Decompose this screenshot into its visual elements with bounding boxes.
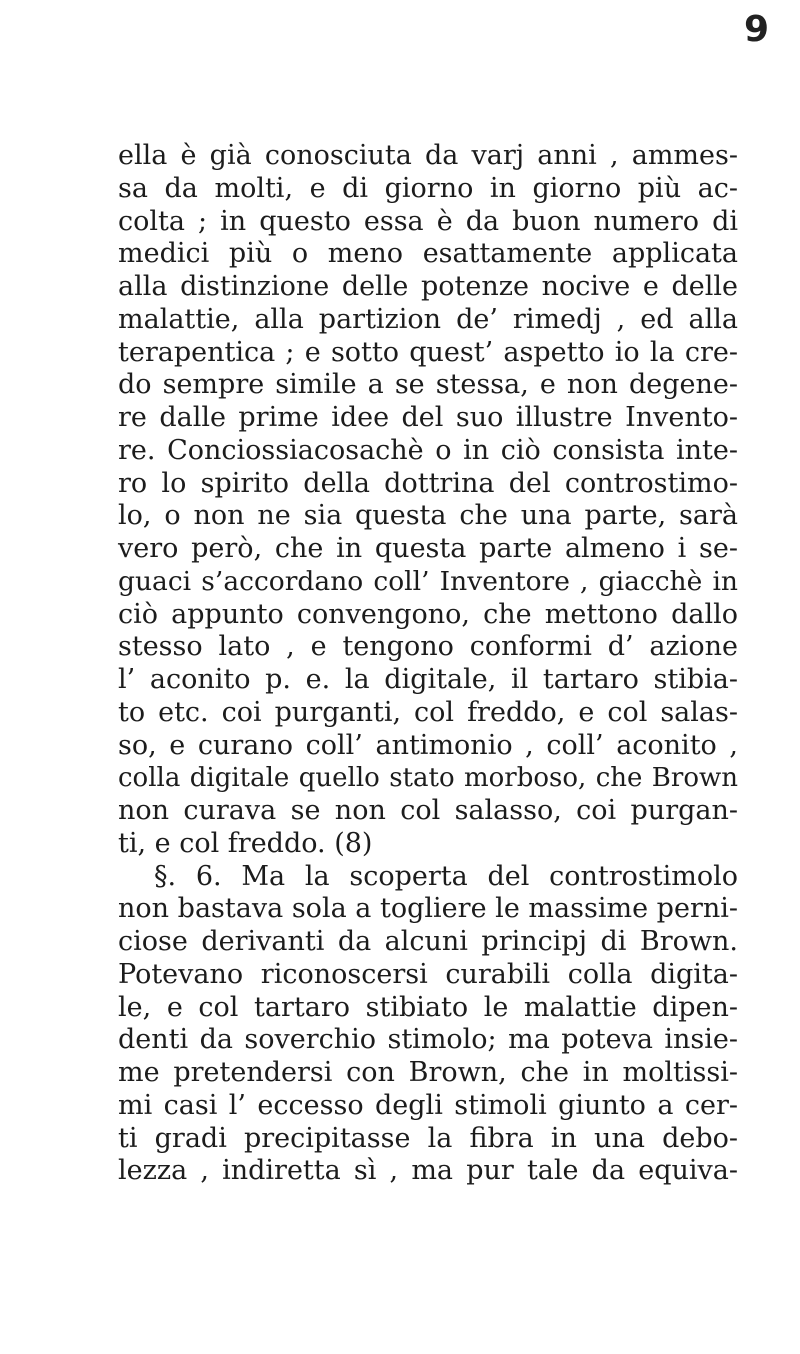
text-line: alla distinzione delle potenze nocive e delle (118, 271, 738, 302)
text-line: colla digitale quello stato morboso, che Brown (118, 763, 738, 794)
text-line: lezza , indiretta sì , ma pur tale da equiva- (118, 1155, 738, 1187)
text-line: so, e curano coll’ antimonio , coll’ aconito , (118, 729, 738, 761)
text-line: lo, o non ne sia questa che una parte, sarà (118, 500, 738, 532)
body-text (118, 140, 738, 1188)
text-line: mi casi l’ eccesso degli stimoli giunto a cer- (118, 1089, 738, 1121)
paragraph-end-line: ti, e col freddo. (8) (118, 827, 373, 859)
text-line: vero però, che in questa parte almeno i se- (118, 533, 738, 564)
text-line: non curava se non col salasso, coi purgan- (118, 795, 738, 826)
text-line: le, e col tartaro stibiato le malattie dipen- (118, 991, 738, 1023)
text-line: do sempre simile a se stessa, e non degene- (118, 369, 738, 401)
text-line: colta ; in questo essa è da buon numero di (118, 205, 738, 237)
text-line: guaci s’accordano coll’ Inventore , giacchè in (118, 565, 738, 597)
text-line: to etc. coi purganti, col freddo, e col salas- (118, 696, 738, 728)
text-line: sa da molti, e di giorno in giorno più ac- (118, 172, 738, 204)
text-line: non bastava sola a togliere le massime perni- (118, 893, 738, 925)
page-number: 9 (744, 9, 770, 50)
text-line: re dalle prime idee del suo illustre Invento- (118, 402, 738, 433)
text-line: re. Conciossiacosachè o in ciò consista inte- (118, 434, 738, 466)
text-line: malattie, alla partizion de’ rimedj , ed alla (118, 303, 738, 335)
section-start-line: §. 6. Ma la scoperta del controstimolo (154, 860, 738, 892)
text-line: ella è già conosciuta da varj anni , ammes- (118, 140, 738, 171)
text-line: me pretendersi con Brown, che in moltissi- (118, 1057, 738, 1088)
text-line: denti da soverchio stimolo; ma poteva insie- (118, 1024, 738, 1056)
text-line: l’ aconito p. e. la digitale, il tartaro stibia- (118, 664, 738, 695)
text-line: ciò appunto convengono, che mettono dallo (118, 598, 738, 630)
text-line: ro lo spirito della dottrina del controstimo- (118, 467, 738, 499)
text-line: medici più o meno esattamente applicata (118, 238, 738, 270)
text-line: stesso lato , e tengono conformi d’ azione (118, 631, 738, 663)
text-line: ti gradi precipitasse la fibra in una debo- (118, 1122, 738, 1154)
text-line: ciose derivanti da alcuni principj di Brown. (118, 926, 738, 957)
text-line: terapentica ; e sotto quest’ aspetto io la cre- (118, 336, 738, 368)
text-line: Potevano riconoscersi curabili colla digita- (118, 958, 738, 990)
